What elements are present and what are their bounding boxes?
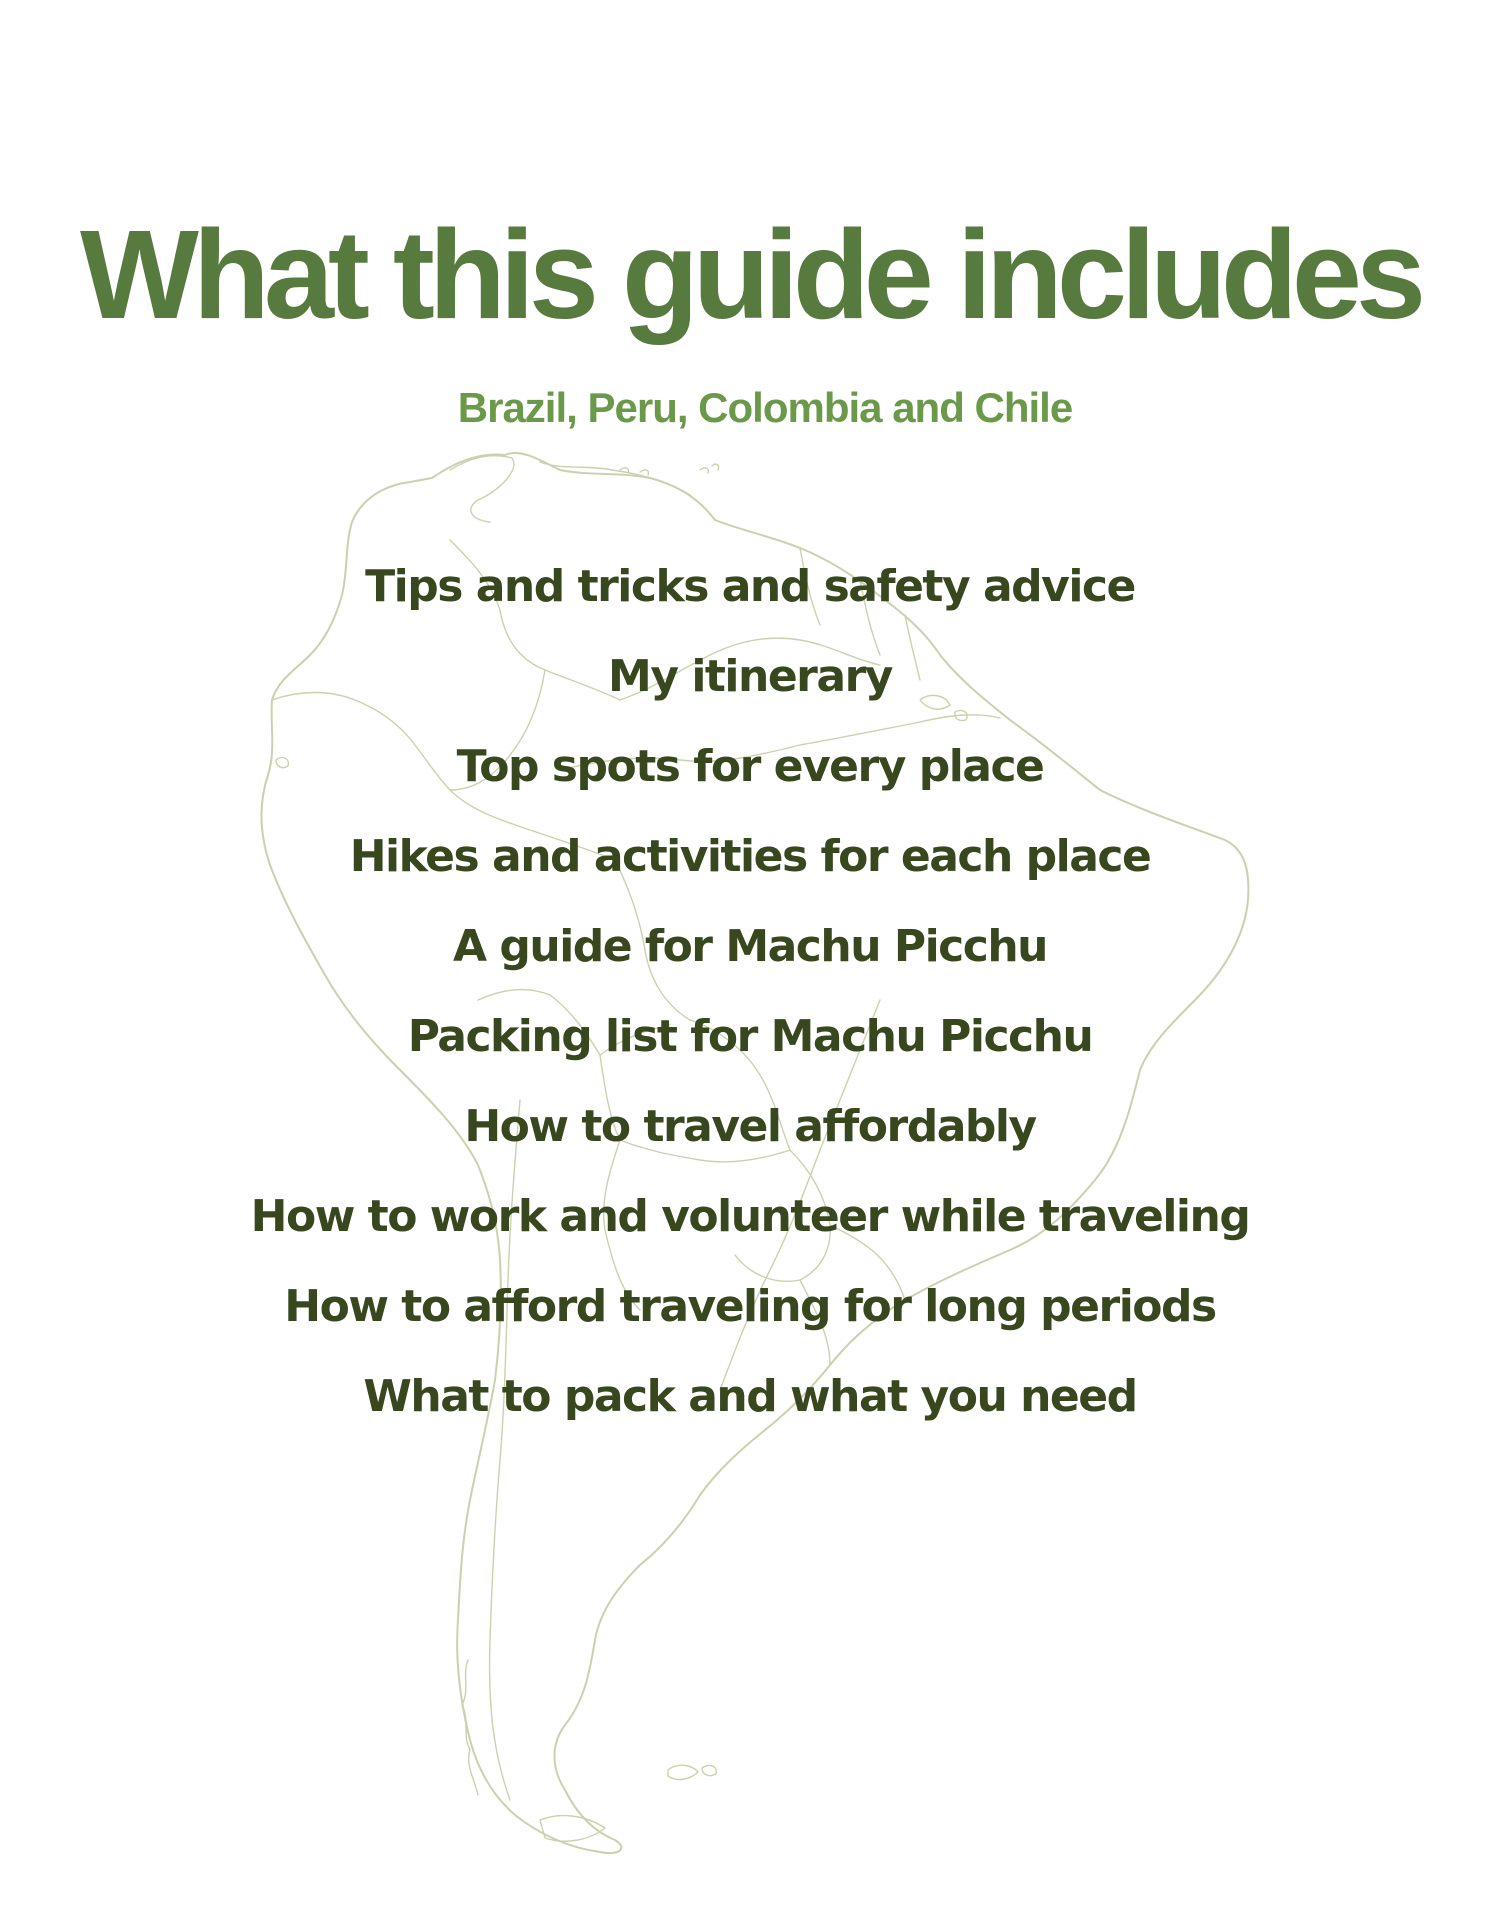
list-item: Packing list for Machu Picchu [407,1011,1093,1062]
list-item: Hikes and activities for each place [349,831,1151,882]
caribbean-islands [620,464,719,475]
tierra-del-fuego [540,1816,605,1842]
page-subtitle: Brazil, Peru, Colombia and Chile [457,384,1073,431]
list-item: My itinerary [608,651,892,702]
list-item: Top spots for every place [456,741,1044,792]
list-item: What to pack and what you need [363,1371,1137,1422]
page-title: What this guide includes [79,204,1421,345]
list-item: How to afford traveling for long periods [284,1281,1216,1332]
list-item: Tips and tricks and safety advice [365,561,1135,612]
features-list [0,557,1500,1457]
falkland-islands [668,1765,716,1779]
chile-fjords [462,1660,478,1795]
list-item: A guide for Machu Picchu [453,921,1047,972]
list-item: How to travel affordably [464,1101,1036,1152]
list-item: How to work and volunteer while traveling [250,1191,1250,1242]
caribbean-coast [450,456,690,522]
